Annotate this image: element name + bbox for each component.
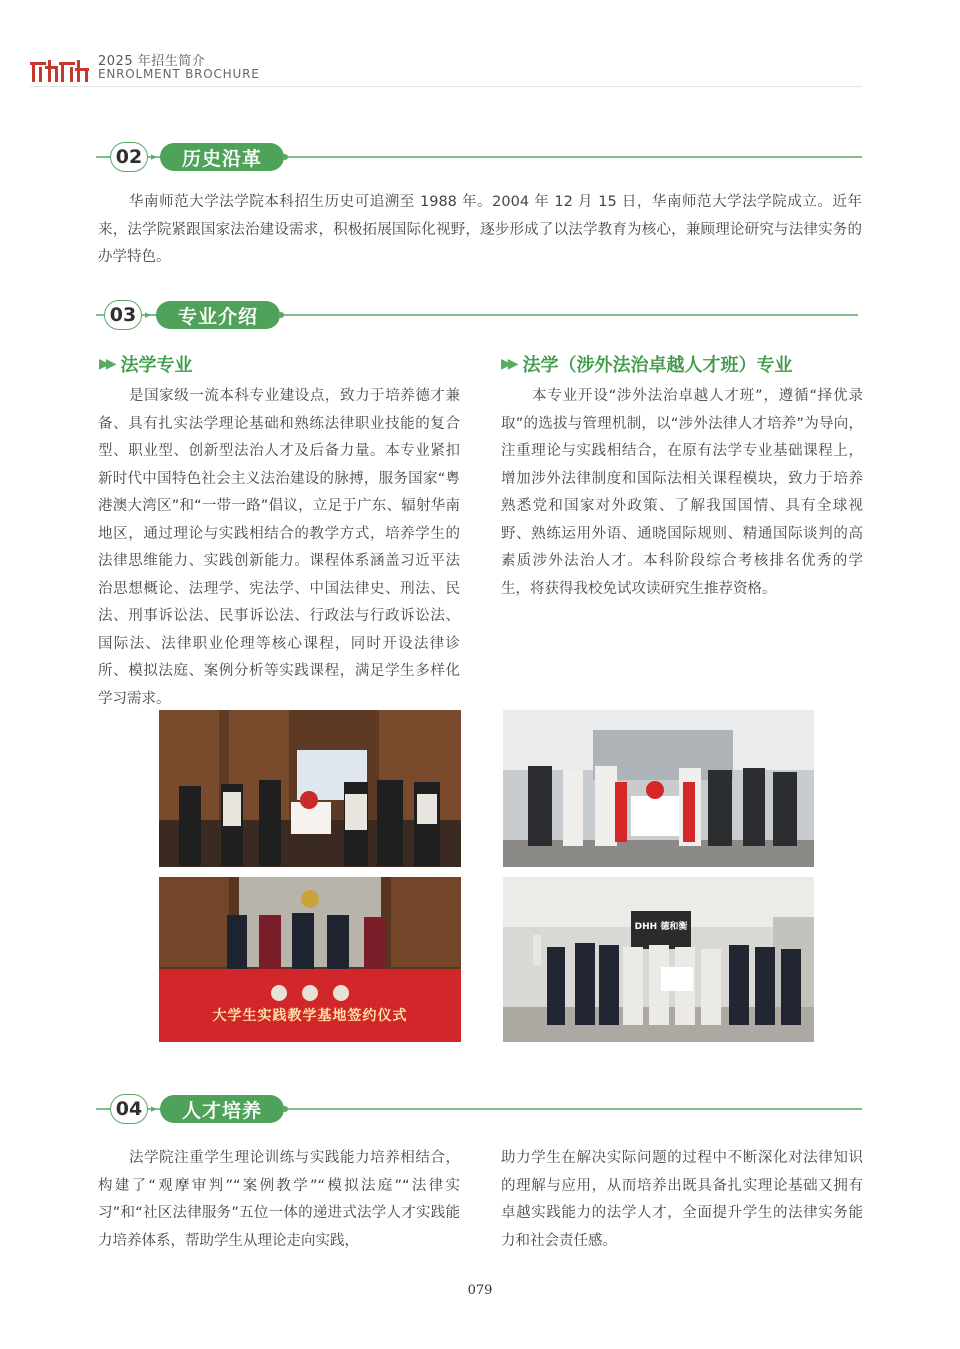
- photo-plaque-unveiling-wood: [159, 710, 461, 867]
- brochure-title-cn: 2025 年招生简介: [98, 54, 206, 69]
- photo-law-firm-group: [503, 877, 814, 1042]
- history-paragraph: 华南师范大学法学院本科招生历史可追溯至 1988 年。2004 年 12 月 15 日，华南师范大学法学院成立。近年来，法学院紧跟国家法治建设需求，积极拓展国际化视野，逐步形成了以法学教育为核心，兼顾理论研究与法律实务的办学特色。: [98, 194, 862, 265]
- double-triangle-icon: ▶▶: [501, 356, 515, 372]
- section-heading-history: [96, 142, 862, 172]
- arrow-right-icon: ▸: [151, 1102, 157, 1115]
- page-number: 079: [467, 1283, 493, 1298]
- law-major-paragraph: 是国家级一流本科专业建设点，致力于培养德才兼备、具有扎实法学理论基础和熟练法律职业技能的复合型、职业型、创新型法治人才及后备力量。本专业紧扣新时代中国特色社会主义法治建设的脉搏，服务国家“粤港澳大湾区”和“一带一路”倡议，立足于广东、辐射华南地区，通过理论与实践相结合的教学方式，培养学生的法律思维能力、实践创新能力。课程体系涵盖习近平法治思想概论、法理学、宪法学、中国法律史、刑法、民法、刑事诉讼法、民事诉讼法、行政法与行政诉讼法、国际法、法律职业伦理等核心课程，同时开设法律诊所、模拟法庭、案例分析等实践课程，满足学生多样化学习需求。: [98, 388, 460, 707]
- talent-paragraph-right: 助力学生在解决实际问题的过程中不断深化对法律知识的理解与应用，从而培养出既具备扎实理论基础又拥有卓越实践能力的法学人才，全面提升学生的法律实务能力和社会责任感。: [501, 1150, 863, 1249]
- subheading-law-major: [99, 351, 193, 377]
- header-divider: [30, 86, 862, 87]
- foreign-law-major-paragraph: 本专业开设“涉外法治卓越人才班”，遵循“择优录取”的选拔与管理机制，以“涉外法律人才培养”为导向，注重理论与实践相结合，在原有法学专业基础课程上，增加涉外法律制度和国际法相关课程模块，致力于培养熟悉党和国家对外政策、了解我国国情、具有全球视野、熟练运用外语、通晓国际规则、精通国际谈判的高素质涉外法治人才。本科阶段综合考核排名优秀的学生，将获得我校免试攻读研究生推荐资格。: [501, 388, 863, 597]
- section-dot: [282, 154, 288, 160]
- photo-signing-ceremony: [159, 877, 461, 1042]
- section-heading-talent: [96, 1094, 862, 1124]
- section-dot: [282, 1106, 288, 1112]
- arrow-right-icon: ▸: [151, 150, 157, 163]
- banner-text: 大学生实践教学基地签约仪式: [212, 1008, 408, 1024]
- arrow-right-icon: ▸: [145, 308, 151, 321]
- section-number: 03: [104, 300, 142, 330]
- section-title: 人才培养: [160, 1095, 284, 1123]
- firm-sign: DHH 德和衡: [634, 922, 688, 932]
- subheading-text: 法学（涉外法治卓越人才班）专业: [522, 355, 793, 376]
- section-dot: [278, 312, 284, 318]
- photo-plaque-unveiling-office: [503, 710, 814, 867]
- subheading-text: 法学专业: [120, 355, 193, 376]
- section-number: 02: [110, 142, 148, 172]
- brochure-title-en: ENROLMENT BROCHURE: [98, 67, 260, 81]
- university-gate-logo-icon: [30, 58, 90, 86]
- section-number: 04: [110, 1094, 148, 1124]
- subheading-foreign-law-major: [501, 351, 793, 377]
- section-title: 历史沿革: [160, 143, 284, 171]
- section-heading-majors: [96, 300, 858, 330]
- talent-paragraph-left: 法学院注重学生理论训练与实践能力培养相结合，构建了“观摩审判”“案例教学”“模拟法庭”“法律实习”和“社区法律服务”五位一体的递进式法学人才实践能力培养体系，帮助学生从理论走向实践，: [98, 1150, 460, 1249]
- double-triangle-icon: ▶▶: [99, 356, 113, 372]
- section-title: 专业介绍: [156, 301, 280, 329]
